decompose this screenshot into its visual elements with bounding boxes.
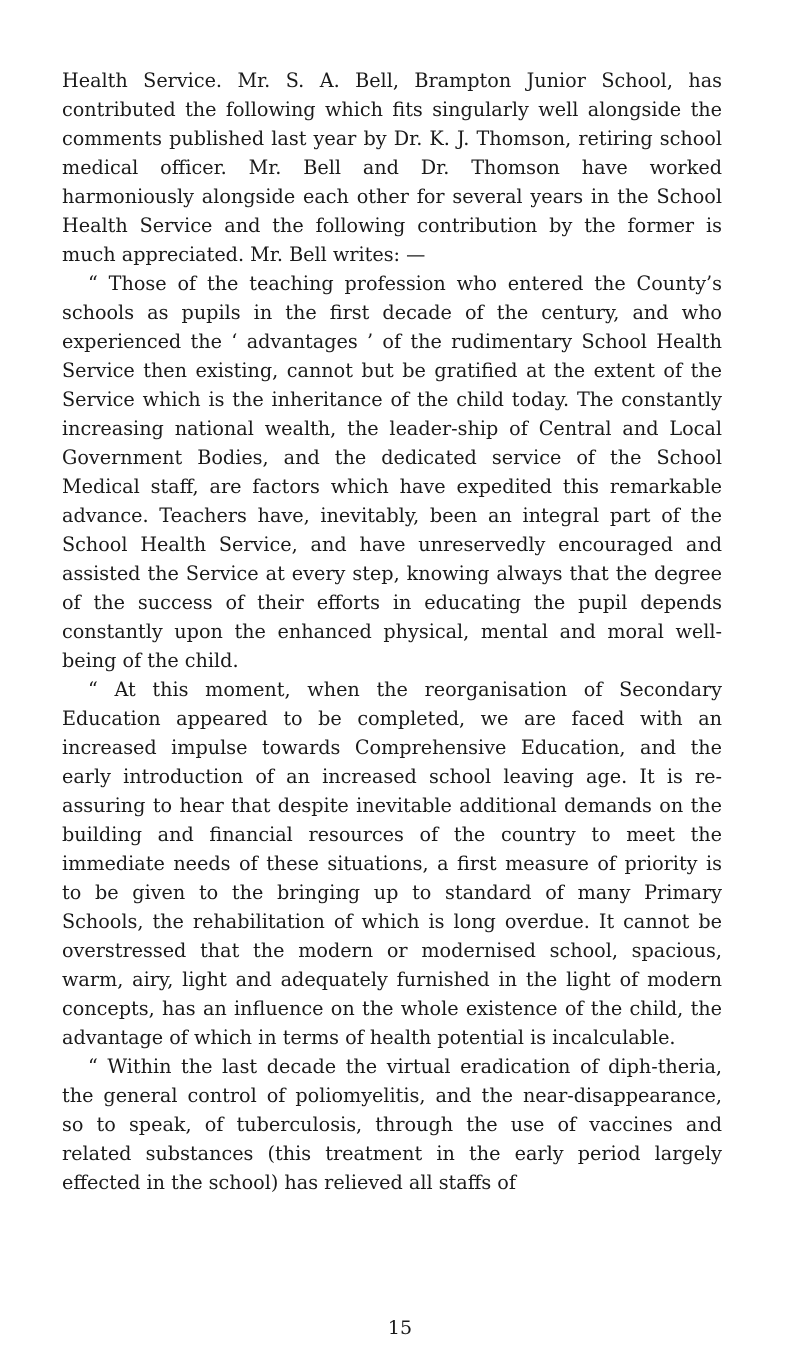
paragraph-quote-2: “ At this moment, when the reorganisation of Secondary Education appeared to be completed, we are faced with an increased impulse towards Comprehensive Education, and the early introduction of an increased school leaving age. It is re-assuring to hear that despite inevitable additional demands on the building and financial resources of the country to meet the immediate needs of these situations, a first measure of priority is to be given to the bringing up to standard of many Primary Schools, the rehabilitation of which is long overdue. It cannot be overstressed that the modern or modernised school, spacious, warm, airy, light and adequately furnished in the light of modern concepts, has an influence on the whole existence of the child, the advantage of which in terms of health potential is incalculable. (62, 678, 722, 1049)
page-number: 15 (387, 1317, 413, 1339)
page-body (62, 66, 722, 1197)
paragraph-quote-1: “ Those of the teaching profession who entered the County’s schools as pupils in the first decade of the century, and who experienced the ‘ advantages ’ of the rudimentary School Health Service then existing, cannot but be gratified at the extent of the Service which is the inheritance of the child today. The constantly increasing national wealth, the leader-ship of Central and Local Government Bodies, and the dedicated service of the School Medical staff, are factors which have expedited this remarkable advance. Teachers have, inevitably, been an integral part of the School Health Service, and have unreservedly encouraged and assisted the Service at every step, knowing always that the degree of the success of their efforts in educating the pupil depends constantly upon the enhanced physical, mental and moral well-being of the child. (62, 272, 722, 672)
paragraph-intro: Health Service. Mr. S. A. Bell, Brampton Junior School, has contributed the following which fits singularly well alongside the comments published last year by Dr. K. J. Thomson, retiring school medical officer. Mr. Bell and Dr. Thomson have worked harmoniously alongside each other for several years in the School Health Service and the following contribution by the former is much appreciated. Mr. Bell writes: — (62, 69, 722, 266)
paragraph-quote-3: “ Within the last decade the virtual eradication of diph-theria, the general control of poliomyelitis, and the near-disappearance, so to speak, of tuberculosis, through the use of vaccines and related substances (this treatment in the early period largely effected in the school) has relieved all staffs of (62, 1055, 722, 1194)
